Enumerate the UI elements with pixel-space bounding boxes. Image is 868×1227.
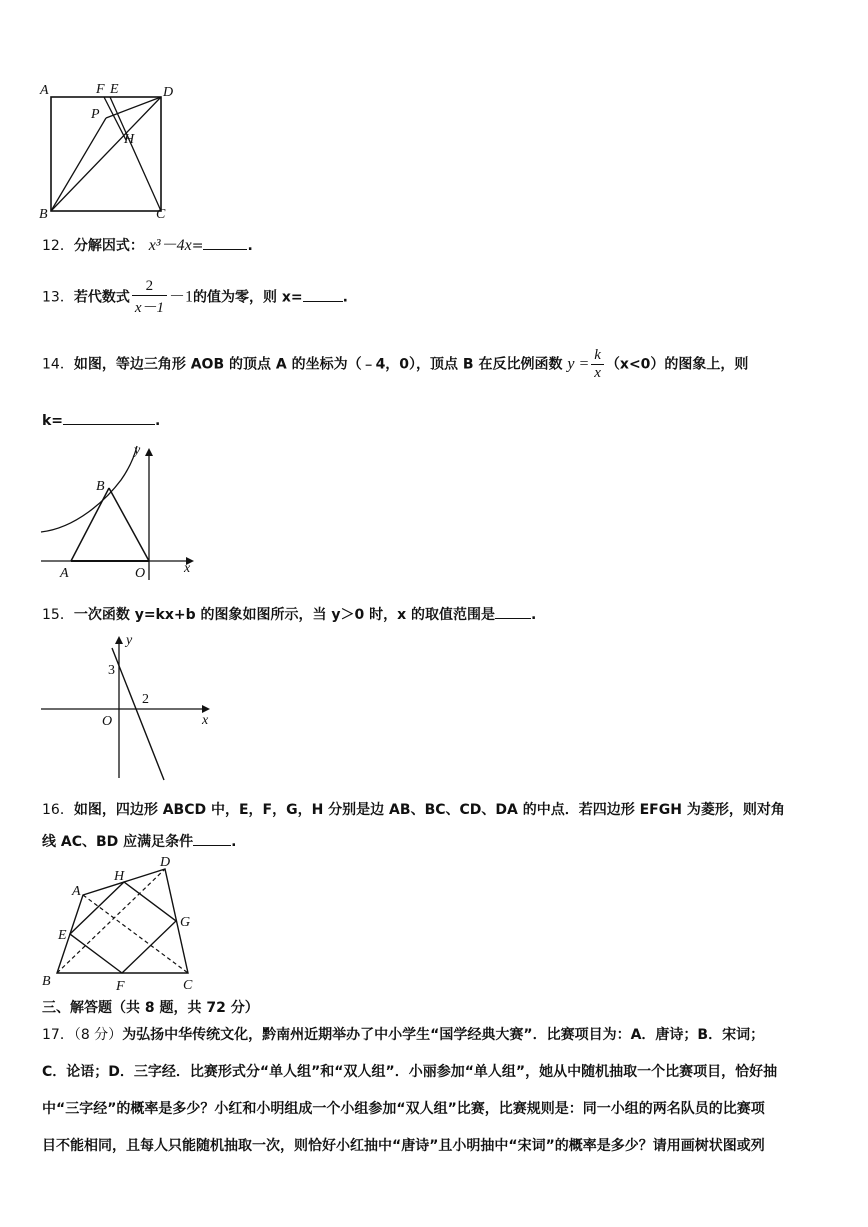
function-lhs: y =	[567, 355, 590, 373]
segment-ec	[110, 97, 161, 211]
label-b: B	[39, 207, 48, 222]
section-heading: 三、解答题（共 8 题，共 72 分）	[42, 1000, 259, 1016]
label-a: A	[60, 566, 69, 581]
label-e: E	[58, 928, 67, 943]
figure-linear-function	[36, 630, 221, 782]
question-12	[42, 232, 253, 255]
label-2: 2	[142, 692, 149, 707]
label-x: x	[202, 713, 209, 728]
question-17-line-1	[42, 1020, 832, 1050]
label-h: H	[124, 132, 135, 147]
fraction	[591, 347, 604, 382]
k-equals: k=	[42, 413, 64, 429]
question-number: 13．	[42, 289, 74, 306]
question-text: 如图，等边三角形 AOB 的顶点 A 的坐标为（﹣4，0），顶点 B 在反比例函数	[73, 356, 563, 373]
question-number: 16．	[42, 802, 74, 818]
answer-blank[interactable]	[303, 287, 343, 302]
label-b: B	[96, 479, 105, 494]
function-line	[112, 648, 164, 780]
question-number: 12．	[42, 238, 74, 254]
label-a: A	[40, 83, 49, 98]
label-f: F	[96, 82, 105, 97]
y-axis-arrow	[115, 636, 123, 644]
label-y: y	[126, 633, 133, 648]
label-p: P	[91, 107, 100, 122]
question-14	[42, 347, 748, 382]
question-17-line-3: 中“三字经”的概率是多少？小红和小明组成一个小组参加“双人组”比赛，比赛规则是：同一小组的两名队员的比赛项	[42, 1101, 765, 1117]
question-text-2: （x<0）的图象上，则	[605, 356, 749, 373]
question-14-line-2	[42, 410, 160, 429]
label-b: B	[42, 974, 51, 989]
segment-ab	[71, 488, 109, 561]
line-text: 为弘扬中华传统文化，黔南州近期举办了中小学生“国学经典大赛”．比赛项目为：A．唐诗；B．宋词；	[122, 1027, 765, 1043]
question-text: 分解因式：	[73, 238, 144, 254]
question-text: 一次函数 y=kx+b 的图象如图所示，当 y＞0 时，x 的取值范围是	[73, 607, 496, 623]
question-text: 如图，四边形 ABCD 中，E，F，G，H 分别是边 AB、BC、CD、DA 的中点．若四边形 EFGH 为菱形，则对角	[73, 802, 785, 818]
figure-square-abcd	[36, 80, 186, 222]
expression: x³－4x	[148, 237, 192, 254]
label-x: x	[184, 561, 191, 576]
question-17	[42, 1020, 832, 1161]
answer-blank[interactable]	[63, 410, 155, 425]
fraction	[132, 278, 167, 317]
label-c: C	[156, 207, 166, 222]
score: （8 分）	[73, 1027, 123, 1043]
label-h: H	[114, 869, 125, 884]
question-17-line-2: C．论语；D．三字经．比赛形式分“单人组”和“双人组”．小丽参加“单人组”，她从中随机抽取一个比赛项目，恰好抽	[42, 1064, 778, 1080]
question-number: 17．	[42, 1027, 74, 1043]
label-d: D	[163, 85, 174, 100]
question-17-line-4: 目不能相同，且每人只能随机抽取一次，则恰好小红抽中“唐诗”且小明抽中“宋词”的概率是多少？请用画树状图或列	[42, 1138, 765, 1154]
quadrilateral-efgh	[70, 882, 176, 973]
question-number: 14．	[42, 356, 74, 373]
question-text-2: 线 AC、BD 应满足条件	[42, 834, 194, 850]
label-e: E	[110, 82, 119, 97]
period: .	[231, 834, 237, 850]
label-a: A	[72, 884, 81, 899]
segment-bp	[51, 118, 106, 211]
label-g: G	[180, 915, 191, 930]
fraction-numerator: 2	[145, 278, 154, 294]
label-d: D	[160, 855, 171, 870]
question-13	[42, 278, 348, 317]
question-16-line-2	[42, 831, 236, 851]
question-text-2: 的值为零，则 x=	[193, 289, 303, 306]
question-16	[42, 799, 785, 819]
label-f: F	[116, 979, 125, 994]
y-axis-arrow	[145, 448, 153, 456]
label-3: 3	[108, 663, 115, 678]
answer-blank[interactable]	[495, 604, 531, 619]
figure-quadrilateral-abcd	[36, 852, 211, 997]
period: .	[247, 238, 253, 254]
answer-blank[interactable]	[203, 235, 247, 250]
figure-triangle-aob	[36, 440, 206, 585]
question-15	[42, 604, 536, 624]
period: .	[155, 413, 161, 429]
label-o: O	[102, 714, 113, 729]
question-text: 若代数式	[73, 289, 130, 306]
segment-bd	[51, 97, 161, 211]
minus-one: －1	[169, 288, 194, 306]
period: .	[342, 289, 348, 306]
label-c: C	[183, 978, 193, 993]
fraction-denominator: x－1	[132, 295, 167, 317]
label-o: O	[135, 566, 146, 581]
x-axis-arrow	[202, 705, 210, 713]
segment-bo	[109, 488, 149, 561]
period: .	[531, 607, 537, 623]
hyperbola-curve	[41, 446, 137, 532]
segment-fh	[104, 97, 126, 140]
question-number: 15．	[42, 607, 74, 623]
answer-blank[interactable]	[193, 831, 231, 846]
equals-sign: =	[191, 238, 204, 254]
label-y: y	[134, 443, 141, 458]
fraction-numerator: k	[594, 347, 601, 363]
fraction-denominator: x	[591, 364, 604, 382]
